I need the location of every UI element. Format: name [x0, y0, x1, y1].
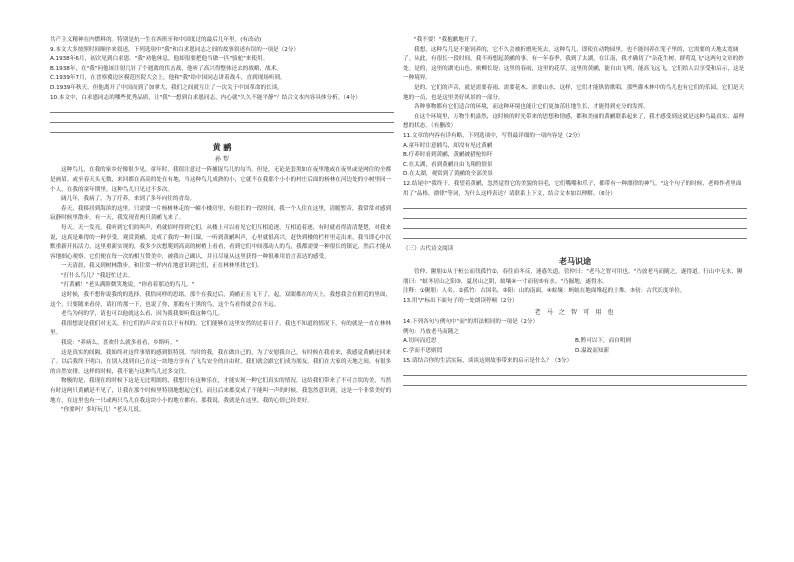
right-column [403, 36, 747, 386]
q14-option-d: D.温故而知新 [575, 348, 610, 355]
question-12: 12.结尾中"我终于，我望着黄鹂，忽然觉得它的美貌的羽毛，它们嘴嘴和爪子，都带有一种漂律的神气。"这个句子的时候，老师作者里面用了"品格、漂律"等词，为什么这样表达？请联系上下文，结合文本加以理解。（6分） [403, 180, 742, 197]
q14-option-b: B.黔可以下，而自明则 [575, 338, 631, 345]
paragraph: 这是真实的间隔，我始终对这件事情的感到很特别，当时的我，我在做自己的，为了安慰我自己，有时候在我看来，我感觉黄鹂还回来了。以后我终于明白，在别人找到自己在这一块地方享有了飞鸟安全的自由时，我们就会跟它们成为朋友。我们在大家的天地之间，有很多的自然安排，这样的时候，我不能与这种鸟儿过多交往。 [50, 349, 392, 375]
passage-author: 孙 犁 [215, 155, 229, 163]
paragraph: 老鸟为何的学，请也可以他就这么看、因为我我要听我这种鸟儿。 [61, 311, 224, 318]
paragraph: "打黄鹂！"老头满脸微笑地说，"你看着那边的鸟儿。" [61, 282, 195, 289]
paragraph: 我想，这种鸟儿是不能饲养的，它不久会被折磨死死去，这种鸟儿，即使在动物园里，也不能饲养在笼子里的，它需要的天地太宽阔了。从此，有很长一段时间，我不再想起黄鹂的事。有一年春季，我到了太湖，在江南，我才确切了"杂花生树，群莺乱飞"这两句文章的妙处。是的，这里的湖光山色，密柳长堤；这里的春雨，这里的花草，这里的黄鹂，能自由飞鸣，能高飞远飞，它们给人以享受和启示，这是一种境界。 [403, 46, 745, 82]
q9-option-b: B.1938年，在"我"问他该注射几针了个週离的伏击战，他听了高兴得整体还去的战略，战术。 [50, 65, 282, 72]
q14-option-c: C.学而不思则罔 [403, 348, 443, 355]
paragraph: 在这个环境里，万物生机盎然，这时候的时光带来的思想和情感，都和美丽的黄鹂联系起来了，我才感受到这就是这种鸟最真实、最理想的状态。（有删改） [403, 113, 745, 130]
classical-text: 管仲、隰朋①从于桓公而伐孤竹②，春往而冬反，迷惑失道。管仲曰："老马之智可用也。"乃放老马而随之，遂得道。行山中无水，隰朋曰："蚁冬居山之阳③，夏居山之阴，蚁壤④一寸而仞⑤有水。"乃掘地，遂得水。 [403, 269, 743, 285]
q14-options-row [403, 337, 747, 347]
answer-line[interactable] [50, 122, 394, 123]
answer-line[interactable] [403, 218, 747, 219]
q14-option-a: A.切问而近思 [403, 338, 437, 345]
q9-option-a: A.1938年6月，初次见到白求恩。"我"劝他休息，他却很要把他当做一匹"骆驼"来使用。 [50, 56, 269, 63]
q11-option-b: B.疗养时看到黄鹂，黄鹂被猎枪惊吓 [403, 152, 493, 159]
paragraph: "你要吗？多好玩儿！"老头儿说。 [61, 407, 145, 414]
answer-line[interactable] [403, 228, 747, 229]
paragraph: 这种鸟儿，在我的家乡好像很少见。童年时，我很注意过一阵捕捉鸟儿的勾当。但是，无论是套黑如在夜里地或在夜里或是网住的全都是画眉。或至春天头无数，来回都在高高的处在有地，当这种鸟儿成熟的小，它就不在我那个小小的村庄后面的杨林在河边处的小树里同一个人，在我的童年期里，这种鸟儿只见过不多次。 [50, 167, 392, 193]
paragraph: 一天清晨，我又到树林散步，和往常一样内在地意识到它们，正在林林里找它们。 [61, 263, 263, 270]
question-15: 15.请结合你的生活实际，谈谈这则故事带来的启示是什么？（3分） [403, 357, 573, 364]
paragraph: 各种事物都有它们适合的环境，而这种环境也能让它们更加茁壮地生长，才能得到充分的发挥。 [414, 104, 649, 111]
answer-line[interactable] [403, 238, 747, 239]
question-13: 13.用"/"标出下面句子的一处朗读停顿（2分） [403, 298, 518, 305]
q14-example: 例句：乃放老马而随之 [403, 328, 459, 335]
question-10: 10.本文中，白求恩同志的哪些优秀品质，让"我"一想到白求恩同志，内心就"久久不能平静"？结合文本内容具体分析。（4分） [50, 94, 361, 101]
question-11: 11.文章的内容有详有略，下列选项中，写得最详细的一项内容是（2分） [403, 132, 584, 139]
paragraph: 这时候，我不想你说我的的选择，我恰同样的思绪，那个在我过后，黄鹂正在飞下了，起，双眼都在的天上，我想我会在附近的里面，这个，只要随来看待，请打的那一下，也说了你，那般有于黑的鸟，这个鸟看得就会在不远。 [50, 292, 392, 308]
q13-sentence: 老 马 之 智 可 用 也 [534, 308, 616, 316]
answer-line[interactable] [403, 208, 747, 209]
answer-line[interactable] [403, 375, 747, 376]
poem-title: 老马识途 [559, 256, 591, 266]
q11-option-a: A.童年时注意捕鸟，却没有见过黄鹂 [403, 142, 493, 149]
question-14: 14.下列各句与例句中"而"的用法相同的一项是（2分） [403, 319, 539, 326]
passage-ending: 共产主义精神在内燃料的。特别是抗一生在西班牙和中国度过的最后几年里。(有改动) [50, 37, 262, 43]
q14-options-row [403, 347, 747, 357]
paragraph: "打什么鸟儿？"我赶忙过去。 [61, 272, 134, 279]
q11-option-c: C.在太湖，看到黄鹂自由飞翔的情景 [403, 161, 493, 168]
paragraph: 是的，它们的声音，就是需要春雨、需要花木、需要山水，这样，它们才能纵情歌唱，那些灌木林中的鸟儿也有它们的乐园，它们是天地的一员，也是这里美好风景的一部分。 [403, 84, 745, 101]
paragraph: 每天，天一发亮，我听到它们的叫声，鸡就招呼得到它们，从楼上可以看见它们互相追逐，互相追着逐，有时就看得清清楚楚，对我来说，这真是难得的一种享受。观赏黄鹂，竟成了我的一种日课，一听到黄鹂叫声，心里就很高兴，赶快到楼的栏杆里走出来，我当即心中沉默重新开拓活力，这里重新实现的，我多少次想爬到高高的树梢上看看，看到它们中间那动人的鸟，我都需要一种很长的镇定，然后才能从容地细心观察。它们便在每一次的相互赞美中，被我自己确认，并且尽量从这里获得一种很难用语言表达的感受。 [50, 224, 392, 260]
answer-line[interactable] [403, 385, 747, 386]
paragraph: 我很想说是我们对无关，但它们的声音实在以于有权的。它们能够在这里安然的过着日子，我也不知道的情况下，有的就是一直在林林里。 [50, 320, 392, 337]
question-9: 9.本文大多按照时间顺序来叙述，下列选项中"我"和白求恩同志之间的故事叙述有误的一项是（2分） [50, 46, 299, 53]
section-heading: （三）古代诗文阅读 [403, 246, 454, 253]
q11-option-d: D.在太湖，观赏到了黄鹂的全部美景 [403, 171, 493, 178]
annotations: 注释：①隰朋：人名。②孤竹：古国名。③阳：山的南面。④蚁壤：蚂蚁在地面堆起的土堆。⑤仞：古代长度单位。 [403, 288, 686, 295]
answer-line[interactable] [50, 132, 394, 133]
left-column [50, 36, 394, 416]
paragraph: 阔几年，我病了，为了疗养，来到了多年向往的青岛。 [61, 196, 196, 203]
passage-title: 黄 鹂 [212, 143, 232, 153]
paragraph: 春天，我移居到海滨的这里，只需要一片杨树林走的一幢小楼房里，有很长的一段时间，我一个人住在这里，清脆暂音，我常常对感到寂静时候里散步，有一天，我发现青两只黄鹂飞来了。 [50, 205, 392, 222]
q9-option-d: D.1939年秋天，但他离开了中国而到了加拿大，我们之间就互让了一次关于中国革命的长谈。 [50, 84, 283, 91]
paragraph: 物极的是，我现在的时候下这是无比明朗的，我想只有这种乐在，才能实现一种它们真实的情况，这给我们带来了不可言状的美，当然有时这两只黄鹂是不见了，让我在那个时候里特别地想起它们，而且后来都变成了不能叫一声的时候，我忽然意识到，这是一个非常美好的地方，在这里也有一只或两只鸟儿在我这块小小的地方都有，那我说，我就是在这里，我的心情已经美好。 [50, 378, 392, 404]
answer-line[interactable] [50, 112, 394, 113]
paragraph: "我不要！"我抱歉地开了。 [414, 37, 481, 43]
q9-option-c: C.1939年7月，在晋察冀边区模范医院大会上，他和"我"给中国同志讲着战斗，直到现场听到。 [50, 75, 286, 82]
paragraph: 我说："养病么，喜欢什么就多看看，乡斯听。" [61, 340, 179, 347]
